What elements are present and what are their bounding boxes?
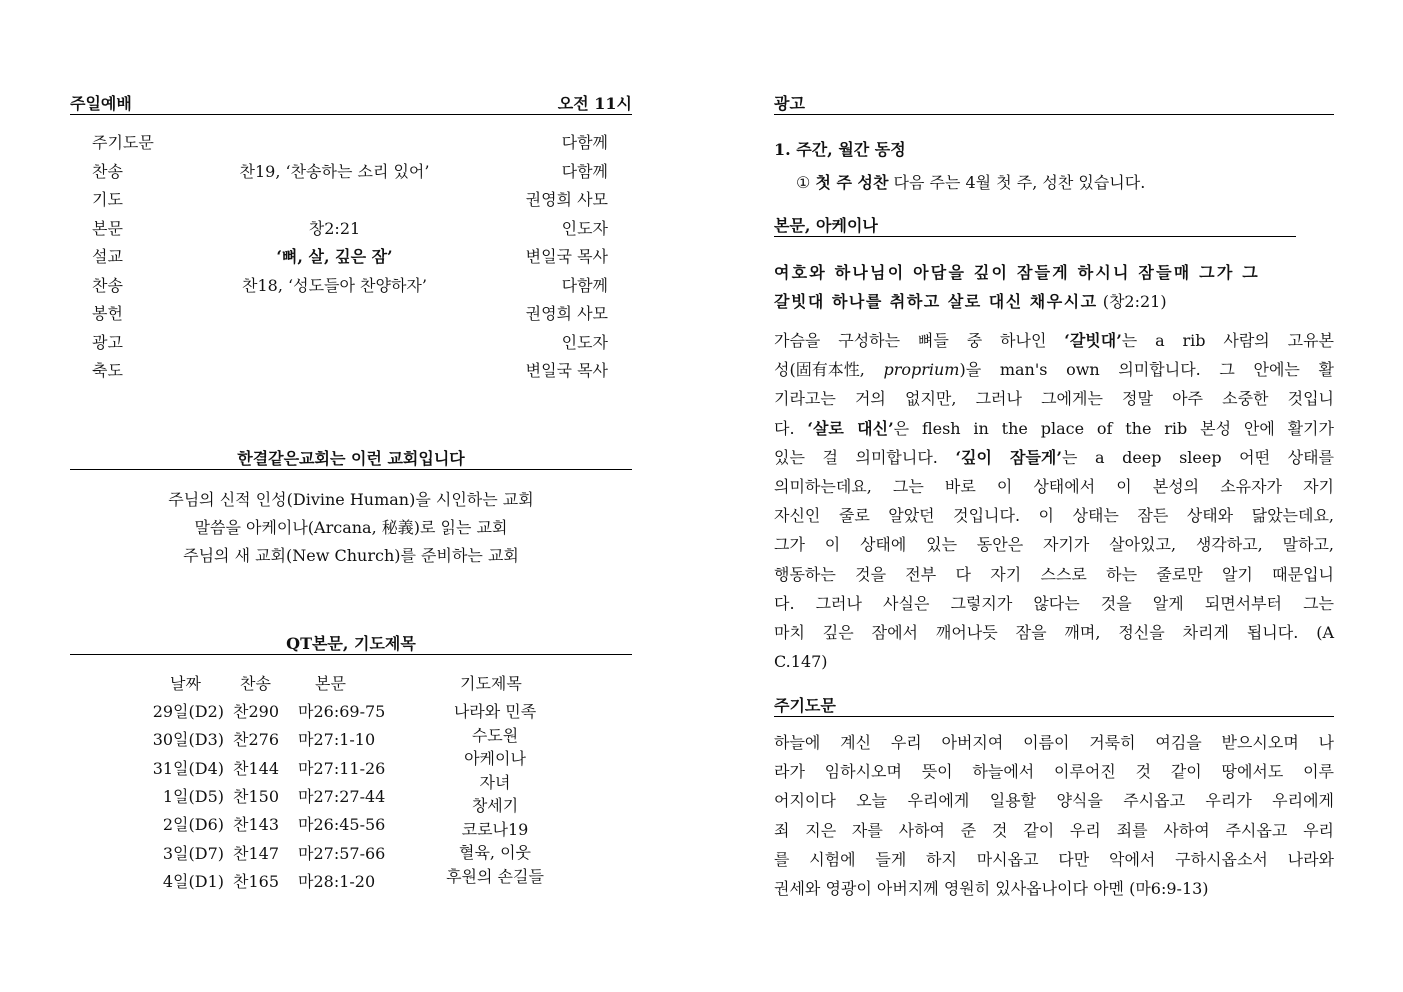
arcana-body — [774, 326, 1334, 676]
circle-one-marker: ① — [796, 173, 811, 192]
body-line — [774, 326, 1334, 355]
body-text: ‘살로 대신’ — [807, 418, 894, 438]
body-text: 가슴을 구성하는 뼈들 중 하나인 — [774, 331, 1065, 350]
worship-header — [70, 94, 632, 115]
body-text: 의미하는데요, 그는 바로 이 상태에서 이 본성의 소유자가 자기 — [774, 476, 1334, 496]
order-item-name: 본문 — [92, 218, 123, 238]
qt-date: 29일(D2) — [152, 702, 224, 721]
worship-order-row — [92, 329, 608, 357]
body-text: )을 man's own 의미합니다. 그 안에는 활 — [959, 360, 1335, 380]
body-text: 다. — [774, 418, 808, 438]
qt-hymn: 찬150 — [233, 786, 279, 806]
lords-prayer-title: 주기도문 — [774, 696, 836, 715]
order-item-content: 찬18, ‘성도들아 찬양하자’ — [242, 275, 427, 295]
order-item-content: ‘뼈, 살, 깊은 잠’ — [276, 247, 393, 266]
prayer-line: 하늘에 계신 우리 아버지여 이름이 거룩히 여김을 받으시오며 나 — [774, 733, 1334, 752]
body-text: proprium — [883, 360, 960, 380]
church-line: 말씀을 아케이나(Arcana, 秘義)로 읽는 교회 — [194, 518, 508, 537]
order-item-name: 광고 — [92, 332, 123, 352]
order-item-leader: 다함께 — [561, 161, 608, 181]
qt-hymn: 찬165 — [233, 871, 279, 891]
body-line — [774, 618, 1334, 647]
qt-hymn: 찬144 — [233, 758, 279, 778]
announce-sub-bold: 첫 주 성찬 — [815, 173, 889, 192]
qt-column-headers — [140, 670, 630, 698]
church-line: 주님의 새 교회(New Church)를 준비하는 교회 — [183, 546, 519, 565]
church-header — [70, 449, 632, 470]
body-text: ‘깊이 잠들게’ — [955, 447, 1062, 467]
order-item-leader: 변일국 목사 — [525, 361, 608, 380]
body-text: 성(固有本性, — [774, 360, 884, 380]
qt-date: 4일(D1) — [162, 871, 224, 891]
order-item-name: 축도 — [92, 361, 123, 380]
announce-item-title: 1. 주간, 월간 동정 — [774, 140, 906, 159]
announce-header — [774, 94, 1334, 115]
body-line — [774, 384, 1334, 413]
qt-title: QT본문, 기도제목 — [286, 634, 416, 653]
verse-bold: 갈빗대 하나를 취하고 살로 대신 채우시고 — [774, 292, 1098, 312]
qt-header-text: 본문 — [315, 674, 346, 693]
announce-sub-item — [796, 171, 1145, 195]
qt-hymn: 찬276 — [233, 730, 279, 750]
qt-text: 마27:27-44 — [298, 786, 386, 806]
worship-title: 주일예배 — [70, 94, 132, 113]
body-line — [774, 355, 1334, 384]
order-item-name: 찬송 — [92, 275, 123, 295]
worship-time: 오전 11시 — [557, 94, 632, 113]
order-item-content: 찬19, ‘찬송하는 소리 있어’ — [239, 161, 430, 181]
verse-line — [774, 287, 1334, 316]
prayer-item: 혈육, 이웃 — [459, 843, 531, 862]
church-title: 한결같은교회는 이런 교회입니다 — [237, 449, 465, 468]
prayer-line: 를 시험에 들게 하지 마시옵고 다만 악에서 구하시옵소서 나라와 — [774, 849, 1334, 869]
body-text: 은 flesh in the place of the rib 본성 안에 활기가 — [893, 418, 1334, 438]
qt-date: 31일(D4) — [152, 758, 224, 778]
order-item-name: 기도 — [92, 190, 123, 209]
arcana-header — [774, 216, 1296, 237]
prayer-line: 죄 지은 자를 사하여 준 것 같이 우리 죄를 사하여 주시옵고 우리 — [774, 820, 1334, 840]
qt-header-prayer: 기도제목 — [460, 674, 522, 693]
worship-order-row — [92, 357, 608, 385]
arcana-title: 본문, 아케이나 — [774, 216, 878, 235]
qt-date: 1일(D5) — [162, 786, 224, 806]
qt-text: 마26:69-75 — [298, 702, 386, 721]
prayer-header — [774, 696, 1334, 717]
body-text: ‘갈빗대’ — [1064, 331, 1122, 350]
qt-text: 마27:1-10 — [298, 730, 376, 750]
body-text: 기라고는 거의 없지만, 그러나 그에게는 정말 아주 소중한 것입니 — [774, 389, 1334, 409]
qt-header-date: 날짜 — [170, 674, 201, 693]
worship-order-row — [92, 158, 608, 186]
worship-order-row — [92, 272, 608, 300]
prayer-item: 후원의 손길들 — [446, 866, 544, 886]
worship-order-row — [92, 300, 608, 328]
prayer-item: 코로나19 — [461, 819, 529, 839]
body-text: 는 a rib 사람의 고유본 — [1121, 331, 1334, 350]
body-line — [774, 647, 1334, 676]
order-item-leader: 다함께 — [561, 133, 608, 152]
order-item-name: 봉헌 — [92, 304, 123, 323]
body-text: C.147) — [774, 652, 828, 672]
prayer-item: 자녀 — [479, 772, 511, 792]
verse-reference: (창2:21) — [1102, 292, 1167, 312]
announce-sub-text: 다음 주는 4월 첫 주, 성찬 있습니다. — [893, 173, 1146, 192]
body-text: 그가 이 상태에 있는 동안은 자기가 살아있고, 생각하고, 말하고, — [774, 535, 1334, 555]
order-item-leader: 변일국 목사 — [525, 247, 608, 266]
qt-date: 2일(D6) — [162, 815, 224, 835]
qt-date: 30일(D3) — [152, 730, 224, 750]
worship-order-row — [92, 215, 608, 243]
body-line — [774, 560, 1334, 589]
prayer-item: 창세기 — [471, 796, 519, 815]
qt-text: 마27:57-66 — [298, 843, 386, 863]
qt-hymn: 찬143 — [233, 815, 279, 835]
prayer-line: 권세와 영광이 아버지께 영원히 있사옵나이다 아멘 (마6:9-13) — [774, 878, 1209, 898]
order-item-name: 찬송 — [92, 161, 123, 181]
order-item-name: 주기도문 — [92, 133, 154, 152]
order-item-leader: 인도자 — [561, 332, 608, 352]
body-line — [774, 530, 1334, 559]
body-text: 행동하는 것을 전부 다 자기 스스로 하는 줄로만 알기 때문입니 — [774, 564, 1334, 584]
body-line — [774, 443, 1334, 472]
prayer-item: 수도원 — [471, 725, 519, 745]
qt-text: 마28:1-20 — [298, 871, 376, 891]
prayer-line: 어지이다 오늘 우리에게 일용할 양식을 주시옵고 우리가 우리에게 — [774, 791, 1334, 811]
body-text: 마치 깊은 잠에서 깨어나듯 잠을 깨며, 정신을 차리게 됩니다. (A — [774, 622, 1334, 642]
qt-header-hymn: 찬송 — [240, 674, 271, 693]
qt-text: 마27:11-26 — [298, 758, 386, 778]
body-line — [774, 501, 1334, 530]
announce-title: 광고 — [774, 94, 805, 113]
verse-line: 여호와 하나님이 아담을 깊이 잠들게 하시니 잠들매 그가 그 — [774, 263, 1260, 282]
church-line: 주님의 신적 인성(Divine Human)을 시인하는 교회 — [168, 490, 534, 509]
verse-paragraph — [774, 258, 1334, 316]
prayer-line: 라가 임하시오며 뜻이 하늘에서 이루어진 것 같이 땅에서도 이루 — [774, 762, 1334, 782]
body-line — [774, 414, 1334, 443]
order-item-leader: 다함께 — [561, 275, 608, 295]
prayer-item: 아케이나 — [464, 749, 526, 768]
order-item-leader: 권영희 사모 — [525, 190, 608, 209]
body-text: 있는 걸 의미합니다. — [774, 447, 956, 467]
body-line — [774, 472, 1334, 501]
order-item-name: 설교 — [92, 247, 123, 266]
worship-order-row — [92, 243, 608, 271]
worship-order-row — [92, 186, 608, 214]
qt-date: 3일(D7) — [162, 843, 224, 863]
order-item-leader: 인도자 — [561, 218, 608, 238]
lords-prayer-body — [774, 728, 1334, 903]
body-text: 는 a deep sleep 어떤 상태를 — [1061, 447, 1334, 467]
worship-order-row — [92, 129, 608, 157]
order-item-content: 창2:21 — [308, 218, 361, 238]
qt-text: 마26:45-56 — [298, 815, 386, 835]
body-text: 다. 그러나 사실은 그렇지가 않다는 것을 알게 되면서부터 그는 — [774, 593, 1334, 613]
body-text: 자신인 줄로 알았던 것입니다. 이 상태는 잠든 상태와 닮았는데요, — [774, 506, 1334, 526]
prayer-item: 나라와 민족 — [453, 702, 537, 721]
qt-header — [70, 634, 632, 655]
order-item-leader: 권영희 사모 — [525, 304, 608, 323]
qt-hymn: 찬290 — [233, 702, 279, 721]
body-line — [774, 589, 1334, 618]
qt-hymn: 찬147 — [233, 843, 279, 863]
